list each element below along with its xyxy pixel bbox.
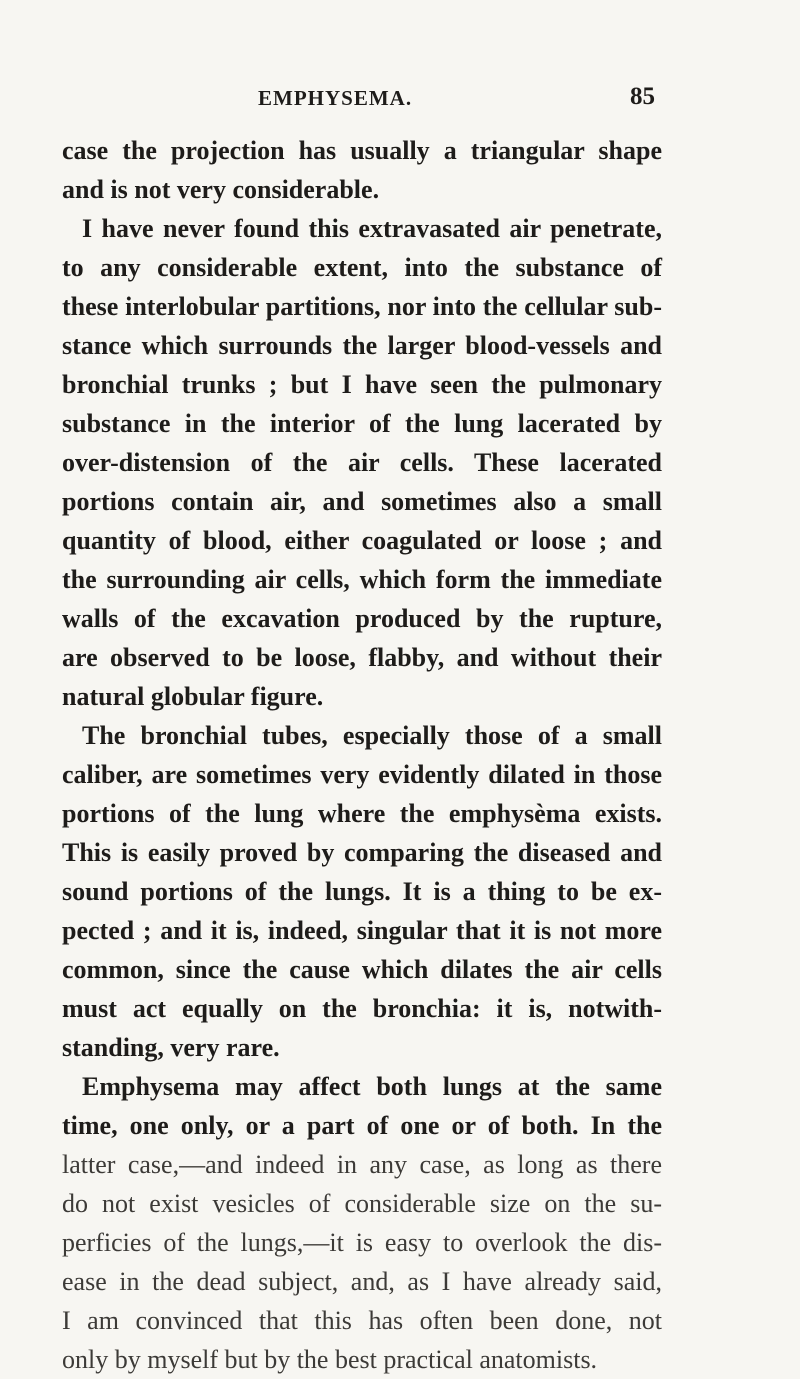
- text-line: walls of the excavation produced by the rupture,: [62, 604, 662, 633]
- text-line: latter case,—and indeed in any case, as long as there: [62, 1150, 662, 1179]
- text-line: perficies of the lungs,—it is easy to overlook the dis-: [62, 1228, 662, 1257]
- text-line: common, since the cause which dilates the air cells: [62, 955, 662, 984]
- text-line: caliber, are sometimes very evidently dilated in those: [62, 760, 662, 789]
- text-line: time, one only, or a part of one or of both. In the: [62, 1111, 662, 1140]
- text-line: to any considerable extent, into the substance of: [62, 253, 662, 282]
- text-line: I have never found this extravasated air penetrate,: [82, 214, 662, 243]
- text-line: substance in the interior of the lung lacerated by: [62, 409, 662, 438]
- text-line: case the projection has usually a triangular shape: [62, 136, 662, 165]
- text-line: are observed to be loose, flabby, and without their: [62, 643, 662, 672]
- text-line: bronchial trunks ; but I have seen the pulmonary: [62, 370, 662, 399]
- text-line: sound portions of the lungs. It is a thing to be ex-: [62, 877, 662, 906]
- body-text: [62, 131, 662, 1379]
- text-line: must act equally on the bronchia: it is, notwith-: [62, 994, 662, 1023]
- text-line: standing, very rare.: [62, 1033, 280, 1062]
- text-line: ease in the dead subject, and, as I have already said,: [62, 1267, 662, 1296]
- text-line: stance which surrounds the larger blood-vessels and: [62, 331, 662, 360]
- text-line: quantity of blood, either coagulated or loose ; and: [62, 526, 662, 555]
- text-line: The bronchial tubes, especially those of a small: [82, 721, 662, 750]
- text-line: Emphysema may affect both lungs at the same: [82, 1072, 662, 1101]
- text-line: the surrounding air cells, which form the immediate: [62, 565, 662, 594]
- text-line: I am convinced that this has often been done, not: [62, 1306, 662, 1335]
- text-line: portions of the lung where the emphysèma exists.: [62, 799, 662, 828]
- text-line: portions contain air, and sometimes also a small: [62, 487, 662, 516]
- text-line: This is easily proved by comparing the diseased and: [62, 838, 662, 867]
- text-line: natural globular figure.: [62, 682, 324, 711]
- text-line: these interlobular partitions, nor into the cellular sub-: [62, 292, 662, 321]
- text-line: pected ; and it is, indeed, singular that it is not more: [62, 916, 662, 945]
- running-head: [0, 83, 800, 116]
- text-line: and is not very considerable.: [62, 175, 380, 204]
- page-number: 85: [630, 83, 655, 110]
- text-line: over-distension of the air cells. These lacerated: [62, 448, 662, 477]
- text-line: only by myself but by the best practical anatomists.: [62, 1345, 598, 1374]
- chapter-title: EMPHYSEMA.: [258, 86, 413, 110]
- text-line: do not exist vesicles of considerable size on the su-: [62, 1189, 662, 1218]
